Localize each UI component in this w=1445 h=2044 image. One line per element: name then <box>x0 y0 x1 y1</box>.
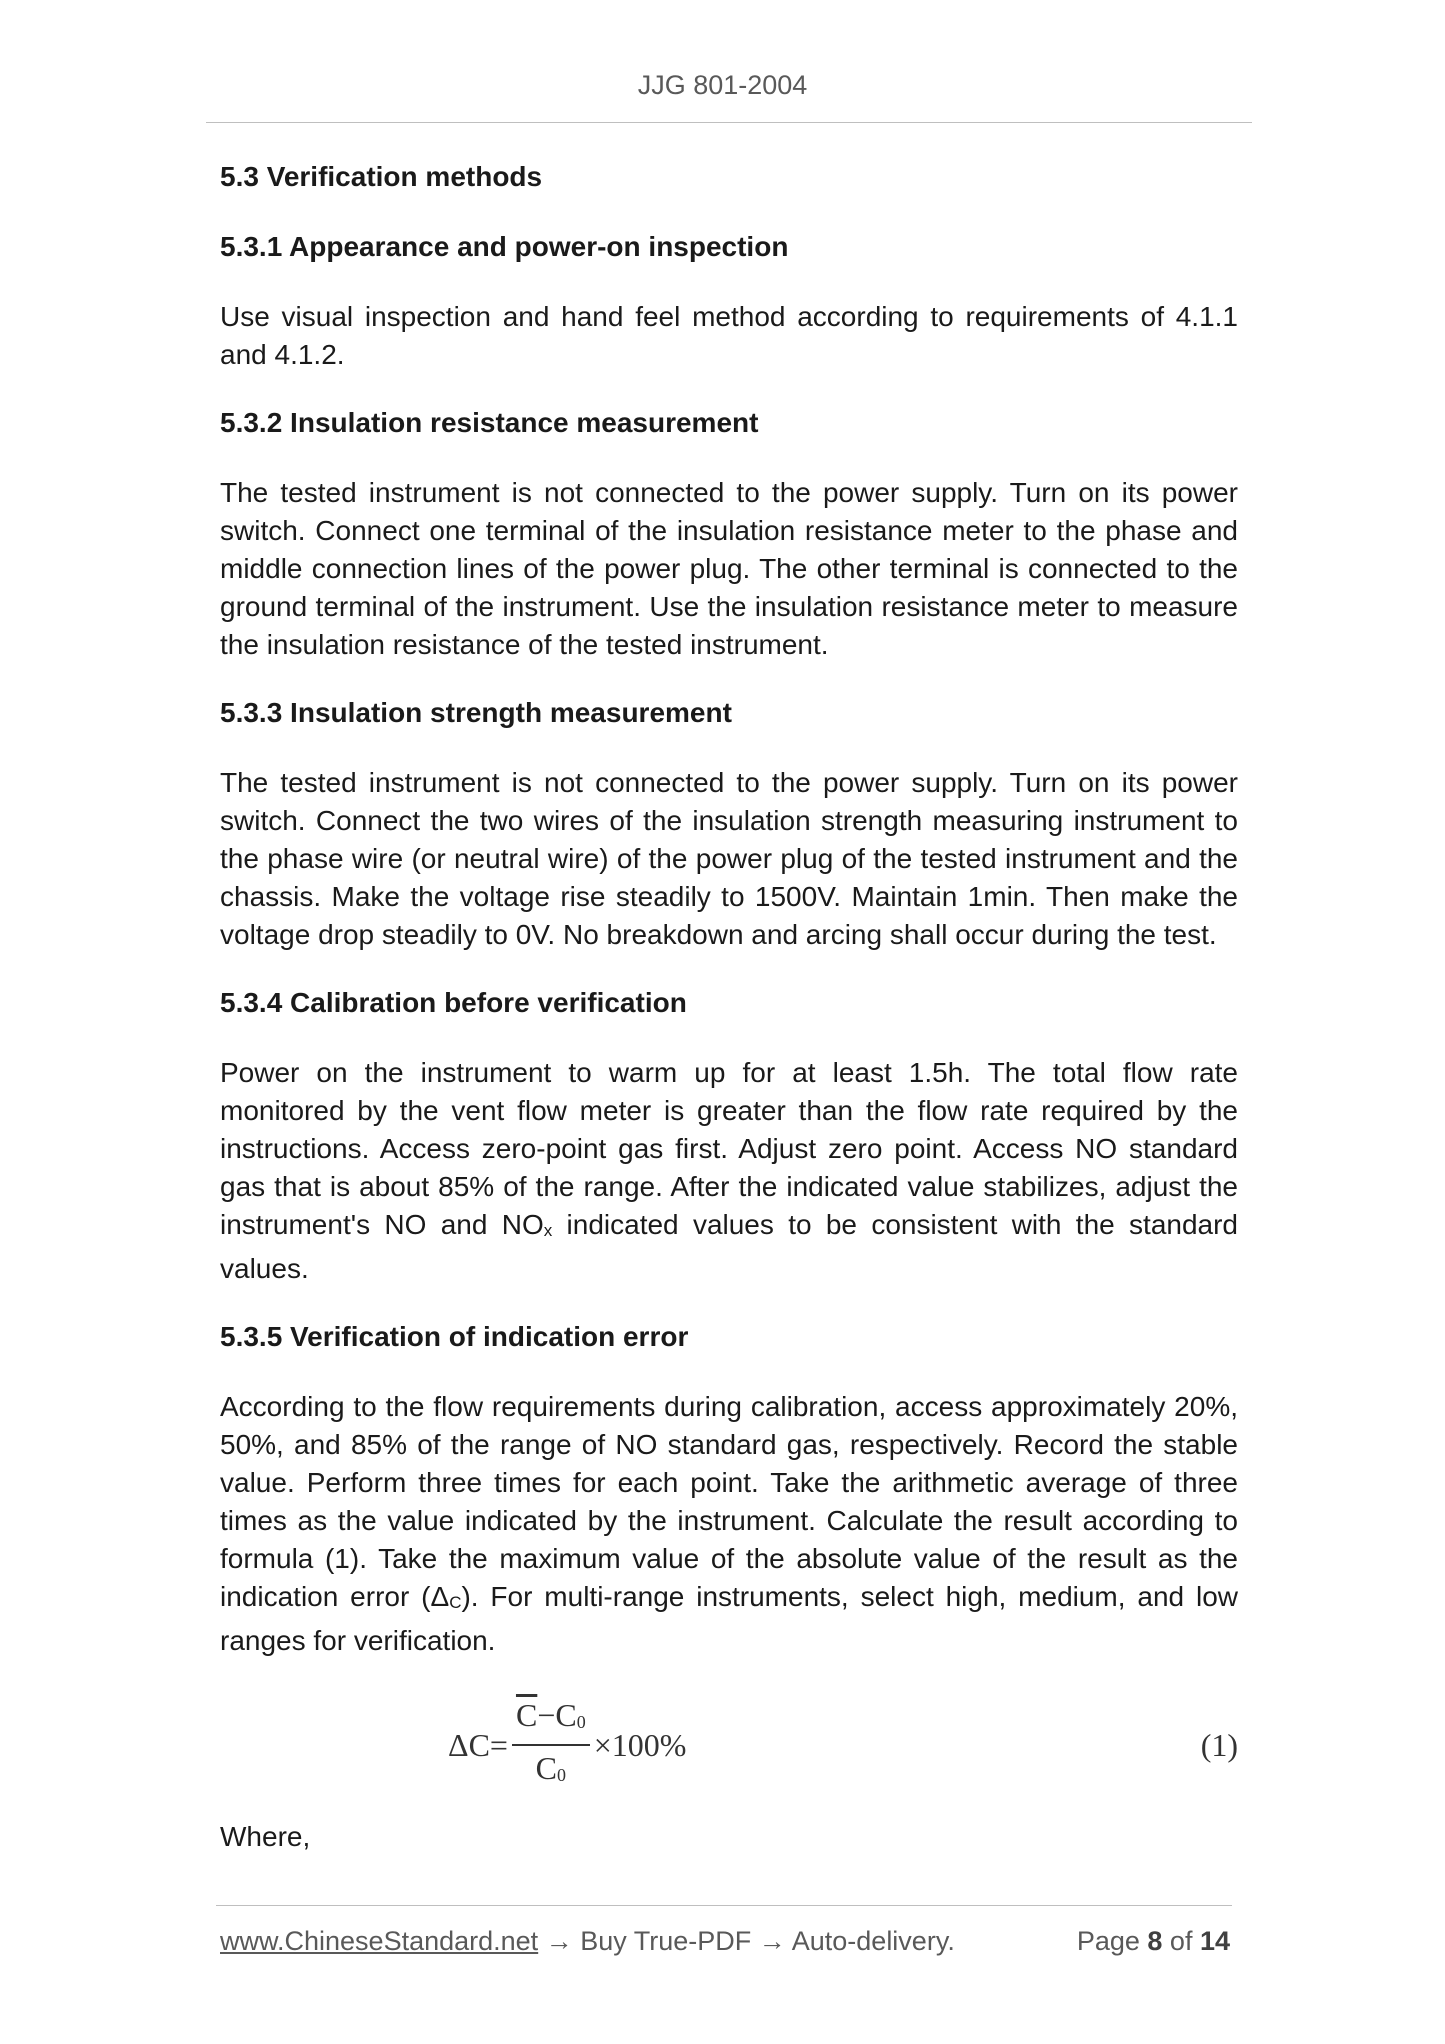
section-5-3-2-text: The tested instrument is not connected to the power supply. Turn on its power switch. Connect one terminal of the insulation resistance meter to the phase and middle connection lines of the power plug. The other terminal is connected to the ground terminal of the instrument. Use the insulation resistance meter to measure the insulation resistance of the tested instrument. <box>220 477 1238 660</box>
section-5-3-2-title: 5.3.2 Insulation resistance measurement <box>220 407 759 438</box>
formula-den-subscript: 0 <box>557 1765 566 1785</box>
section-5-3-title: 5.3 Verification methods <box>220 161 543 192</box>
section-5-3-1-title: 5.3.1 Appearance and power-on inspection <box>220 231 789 262</box>
page-footer <box>220 1926 1230 1957</box>
page-current: 8 <box>1147 1926 1163 1956</box>
page-total: 14 <box>1199 1926 1230 1956</box>
formula-expression <box>448 1690 686 1800</box>
formula-lhs: ΔC= <box>448 1726 508 1763</box>
formula-denominator <box>532 1746 570 1797</box>
section-5-3-5-text-part-a: According to the flow requirements during calibration, access approximately 20%, 50%, and 85% of the range of NO standard gas, respectively. Record the stable value. Perform three times for each point. Take the arithmetic average of three times as the value indicated by the instrument. Calculate the result according to formula (1). Take the maximum value of the absolute value of the result as the indication error (Δ <box>220 1391 1238 1612</box>
formula-num-subscript: 0 <box>576 1712 586 1732</box>
chinesestandard-link[interactable]: www.ChineseStandard.net <box>220 1926 539 1956</box>
section-5-3-4-text <box>220 1054 1238 1288</box>
formula-number: (1) <box>1200 1727 1238 1763</box>
page-indicator <box>1077 1926 1230 1957</box>
where-text: Where, <box>220 1821 311 1852</box>
section-5-3-4-text-part-b: indicated values to be consistent with the standard values. <box>220 1209 1239 1284</box>
section-5-3-4-title: 5.3.4 Calibration before verification <box>220 987 687 1018</box>
running-header: JJG 801-2004 <box>637 70 808 100</box>
footer-tagline: → Buy True-PDF → Auto-delivery. <box>538 1926 955 1956</box>
formula-1 <box>220 1690 1238 1800</box>
page-label: Page <box>1076 1926 1148 1956</box>
formula-tail: ×100% <box>593 1726 687 1763</box>
section-5-3-3-title: 5.3.3 Insulation strength measurement <box>220 697 732 728</box>
section-5-3-4-text-part-a: Power on the instrument to warm up for at least 1.5h. The total flow rate monitored by the vent flow meter is greater than the flow rate required by the instructions. Access zero-point gas first. Adjust zero point. Access NO standard gas that is about 85% of the range. After the indicated value stabilizes, adjust the instrument's NO and NO <box>220 1057 1238 1240</box>
nox-subscript: x <box>543 1221 553 1240</box>
section-5-3-5-title: 5.3.5 Verification of indication error <box>220 1321 689 1352</box>
formula-numerator <box>512 1693 590 1746</box>
section-5-3-3-text: The tested instrument is not connected to the power supply. Turn on its power switch. Connect the two wires of the insulation strength measuring instrument to the phase wire (or neutral wire) of the power plug of the tested instrument and the chassis. Make the voltage rise steadily to 1500V. Maintain 1min. Then make the voltage drop steadily to 0V. No breakdown and arcing shall occur during the test. <box>220 767 1238 950</box>
page-content <box>220 158 1238 1886</box>
page-of-label: of <box>1162 1926 1200 1956</box>
formula-minus-c: −C <box>537 1697 577 1733</box>
section-5-3-1-text: Use visual inspection and hand feel method according to requirements of 4.1.1 and 4.1.2. <box>220 301 1238 370</box>
delta-c-subscript: C <box>449 1593 462 1612</box>
header-divider <box>206 122 1252 123</box>
formula-den-c: C <box>535 1750 557 1786</box>
formula-mean-c: $\overline{C}$ <box>515 1697 538 1733</box>
formula-fraction <box>512 1693 590 1797</box>
footer-divider <box>216 1905 1232 1906</box>
section-5-3-5-text-part-b: ). For multi-range instruments, select high, medium, and low ranges for verification. <box>220 1581 1238 1656</box>
section-5-3-5-text <box>220 1388 1238 1660</box>
